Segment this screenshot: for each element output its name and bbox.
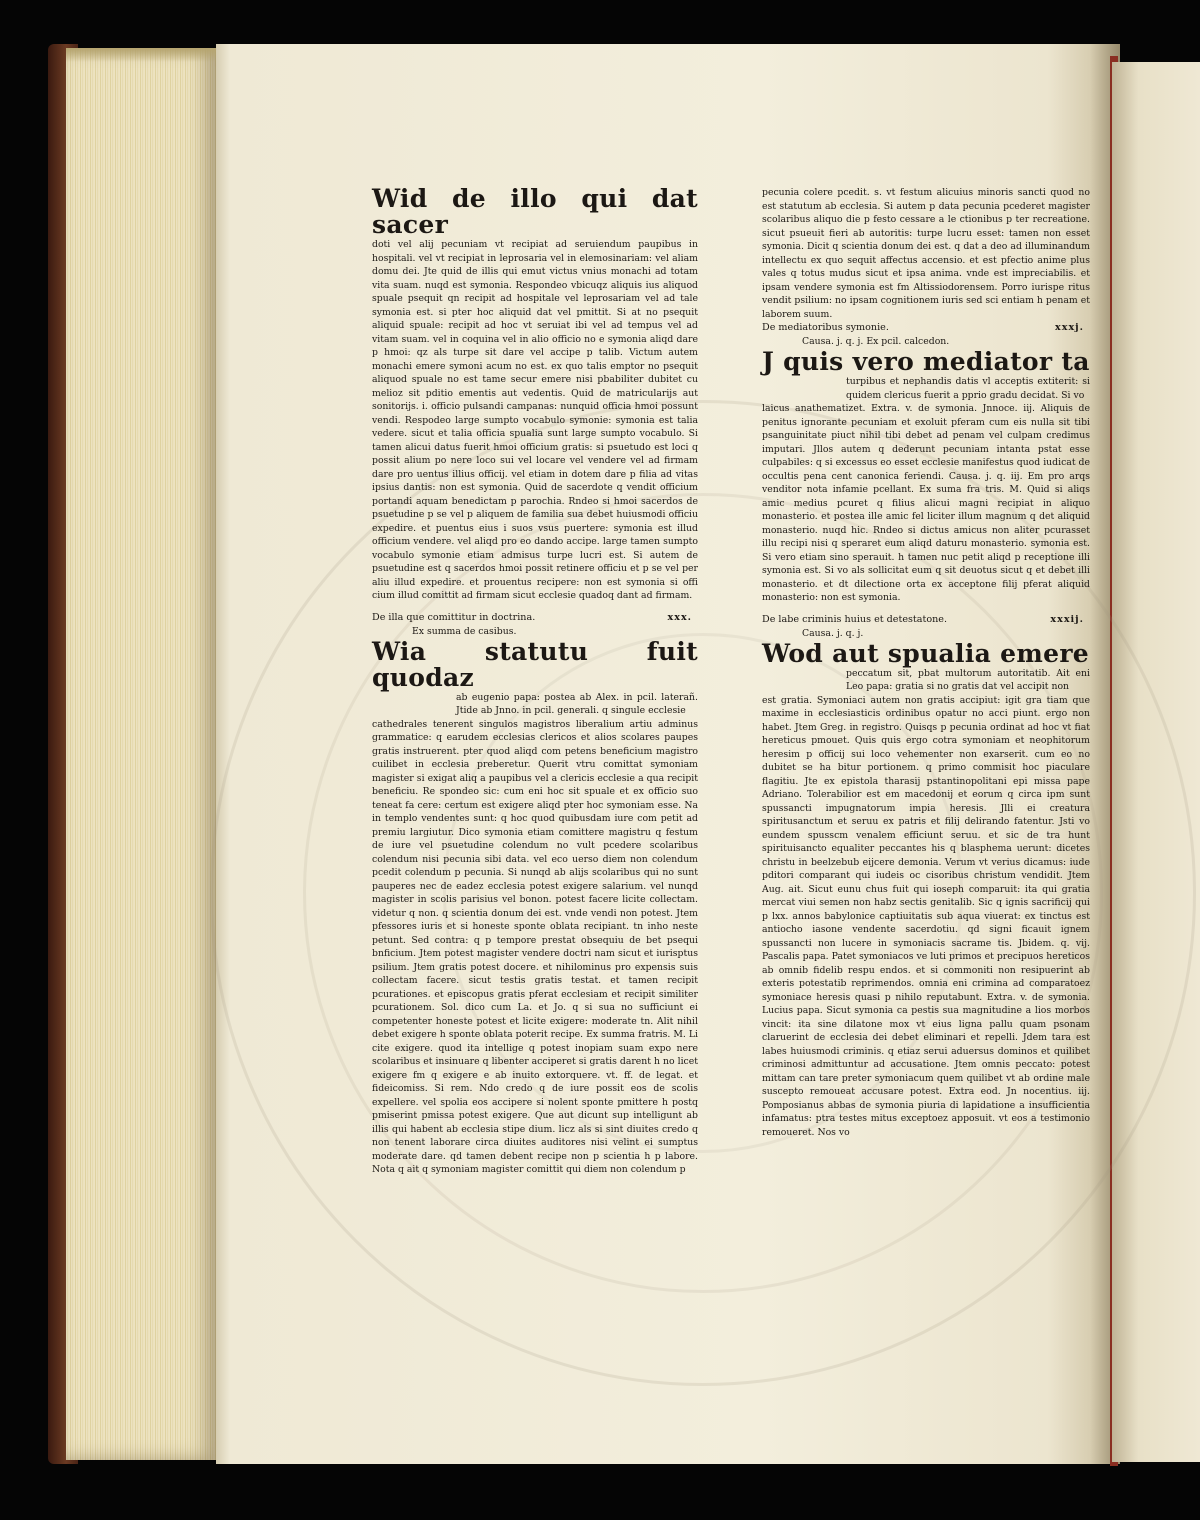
rubric-source: Causa. j. q. j. [802, 627, 864, 639]
paragraph-lead: peccatum sit, pbat multorum autoritatib. Ait eni Leo papa: gratia si no gratis dat vel accipit non [846, 667, 1090, 692]
stacked-page-edges [66, 48, 216, 1460]
paragraph: cathedrales tenerent singulos magistros liberalium artiu adminus grammatice: q earudem ecclesias clericos et alios scolares paupes gratis instruerent. pter quod aliqd com petens beneficium magistro cuilibet in ecclesia preberetur. Querit vtru comittat symoniam magister si exigat aliq a paupibus vel a clericis ecclesie a qua recipit beneficiu. Re spondeo sic: cum eni hoc sit spuale et ex officio suo teneat fa cere: certum est exigere aliqd pter hoc symoniam esse. Na in templo vendentes sunt: q hoc quod quibusdam iure com petit ad premiu largiutur. Dico symonia etiam comittere magistru q festum de iure vel psuetudine colendum no vult pcedere scolaribus colendum nisi pecunia sibi data. vel eco uerso diem non colendum pcedit colendum p pecunia. Si nunqd ab alijs scolaribus qui no sunt pauperes nec de eadez ecclesia potest exigere salarium. vel nunqd magister in scolis parisius vel bonon. potest facere licite collectam. videtur q non. q scientia donum dei est. vnde vendi non potest. Jtem pfessores iuris et si honeste sponte oblata recipiant. tn inho neste petunt. Sed contra: q p tempore prestat obsequiu de bet psequi bnficium. Jtem potest magister vendere doctri nam sicut et iurisptus psilium. Jtem gratis potest docere. et nihilominus pro expensis suis collectam facere. sicut testis gratis testat. et tamen recipit pcurationes. et episcopus gratis pferat ecclesiam et recipit similiter pcurationem. Sol. dico cum La. et Jo. q si sua no sufficiunt ei competenter honeste potest et licite exigere: moderate tn. Alit nihil debet exigere h sponte oblata poterit recipe. Ex summa fratris. M. Li cite exigere. quod ita intellige q potest inopiam suam expo nere scolaribus et insinuare q libenter acciperet si gratis darent h no licet exigere fm q exigere e ab inuito extorquere. vt. ff. de legat. et fideicomiss. Si rem. Ndo credo q de iure possit eos de scolis expellere. vel spolia eos accipere si nolent sponte pmittere h postq pmiserint pmissa potest exigere. Que aut dicunt sup intelligunt ab illis qui habent ab ecclesia stipe dium. licz als si sint diuites credo q non tenent laborare circa diuites auditores nisi velint ei sumptus moderate dare. qd tamen debent recipe non p scientia h p labore. Nota q ait q symoniam magister comittit qui diem non colendum p [372, 718, 698, 1175]
rubric-title: De mediatoribus symonie. [762, 322, 889, 333]
section-heading: Wid de illo qui dat sacer [372, 184, 698, 239]
right-text-column [762, 186, 1090, 1139]
rubric-number: xxx. [667, 611, 692, 623]
rubric [762, 613, 1090, 627]
paragraph-lead: ab eugenio papa: postea ab Alex. in pcil. laterañ. Jtide ab Jnno. in pcil. generali. q singule ecclesie [456, 691, 698, 716]
rubric [762, 321, 1090, 335]
section-heading: Wod aut spualia emere [762, 638, 1089, 668]
rubric-number: xxxij. [1050, 613, 1084, 625]
rubric-number: xxxj. [1055, 322, 1084, 333]
paragraph: pecunia colere pcedit. s. vt festum alicuius minoris sancti quod no est statutum ab ecclesia. Si autem p data pecunia pcederet magister scolaribus aliquo die p festo cessare a le ctionibus p ter recreatione. sicut psueuit fieri ab autoritis: turpe lucru esset: tamen non esset symonia. Dicit q scientia donum dei est. q dat a deo ad illuminandum intellectu ex quo sequit affectus accensio. et est pfectio anime plus vales q totus mudus sicut et ipsa anima. vnde est impreciabilis. et ipsam vendere symonia est fm Altissiodorensem. Porro iurispe ritus vendit psilium: no ipsam cognitionem iuris sed sci entiam h penam et laborem suum. [762, 187, 1090, 320]
section-heading: Wia statutu fuit quodaz [372, 636, 698, 692]
rubric-source: Ex summa de casibus. [412, 625, 517, 637]
paragraph: doti vel alij pecuniam vt recipiat ad seruiendum paupibus in hospitali. vel vt recipiat in leprosaria vel in elemosinariam: vel aliam domu dei. Jte quid de illis qui emut victus vnius monachi ad totam vita suam. nuqd est symonia. Respondeo vbicuqz aliquis ius aliquod spuale psequit qn recipit ad hospitale vel leprosariam vel ad tale symonia est. si pter hoc aliquid dat vel pmittit. Si at no psequit aliquid spuale: recipit ad hoc vt seruiat ibi vel ad tempus vel ad vitam suam. vel in coquina vel in alio officio no e symonia aliqd dare p hmoi: qz als turpe sit dare vel accipe p talib. Victum autem monachi emere symoni acum no est. ex quo talis emptor no psequit aliquod spuale no est tame secur emere nisi pbabiliter dubitet cu melioz sit pditio ementis aut vedentis. Quid de matricularijs aut sonitorijs. i. officio pulsandi campanas: nunquid officia hmoi possunt vendi. Respodeo large sumpto vocabulo symonie: symonia est talia vedere. sicut et talia officia spualia sunt large sumpto vocabulo. Si tamen alicui datus fuerit hmoi officium gratis: si psuetudo est loci q possit alium po nere loco sui vel locare vel vendere vel ad firmam dare pro uentus illius officij. vel etiam in dotem dare p filia ad vitas ipsius dantis: non est symonia. Quid de sacerdote q vendit officium portandi aquam benedictam p parochia. Rndeo si hmoi sacerdos de psuetudine p se vel p aliquem de familia sua debet huiusmodi officiu expedire. et puentus eius i suos vsus puertere: symonia est illud officium vendere. vel aliqd pro eo dando accipe. large tamen sumpto vocabulo symonie etiam admisus turpe lucri est. Si autem de psuetudine est q sacerdos hmoi possit retinere officiu et p se vel per aliu illud expedire. et prouentus recipere: non est symonia si offi cium illud comittit ad firmam sicut ecclesie quadoq dant ad firmam. [372, 239, 698, 601]
left-text-column [372, 186, 698, 1177]
paragraph-lead: turpibus et nephandis datis vl acceptis extiterit: si quidem clericus fuerit a pprio gradu decidat. Si vo [846, 376, 1090, 401]
rubric-title: De illa que comittitur in doctrina. [372, 611, 536, 623]
rubric-source: Causa. j. q. j. Ex pcil. calcedon. [802, 336, 950, 347]
rubric-title: De labe criminis huius et detestatone. [762, 613, 948, 625]
paragraph: est gratia. Symoniaci autem non gratis accipiut: igit gra tiam que maxime in ecclesiasticis ordinibus opatur no acci piunt. ergo non habet. Jtem Greg. in registro. Quisqs p pecunia ordinat ad hoc vt fiat hereticus pmouet. Quis quis ergo cotra symoniam et neophitorum heresim p officij sui loco vehementer non exarserit. cum eo no dubitet se ha bitur portionem. q primo commisit hoc piaculare flagitiu. Jte ex epistola tharasij pstantinopolitani epi missa pape Adriano. Tolerabilior est em macedonij et eorum q circa ipm sunt spussancti impugnatorum impia heresis. Jlli ei creatura spiritusanctum et seruu ex patris et filij delirando fatentur. Jsti vo eundem spusscm venalem efficiunt seruu. et sic de tra hunt spirituisancto equaliter peccantes his q blasphema uerunt: dicetes christu in beelzebub eijcere demonia. Verum vt verius dicamus: iude pditori comparant qui iudeis oc cisoribus christum vendidit. Jtem Aug. ait. Sicut eunu chus fuit qui ioseph comparuit: ita qui gratia mercat viui semen non habz sectis genitalib. Sic q ignis sacrificij qui p lxx. annos babylonice captiuitatis sub aqua viuerat: ex tinctus est antiocho iasone vendente sacerdotiu. qd signi ficauit ignem spussancti non lucere in symoniacis sacrame tis. Jbidem. q. vij. Pascalis papa. Patet symoniacos ve luti primos et precipuos hereticos ab omnib fidelib respu endos. et si commoniti non resipuerint ab exteris potestatib reprimendos. omnia eni crimina ad comparatoez symoniace heresis quasi p nihilo reputabunt. Extra. v. de symonia. Lucius papa. Sicut symonia ca pestis sua magnitudine a lios morbos vincit: ita sine dilatone mox vt eius ligna pallu quam psonam claruerint de ecclesia dei debet eliminari et repelli. Jdem tara est labes huiusmodi criminis. q etiaz serui aduersus dominos et quilibet criminosi admittuntur ad accusatione. Jtem omnis peccato: potest mittam can tare preter symoniacum quem quilibet vt ab ordine male suscepto remoueat accusare potest. Extra eod. Jn nocentius. iij. Pomposianus abbas de symonia piuria di lapidatione a insufficientia infamatus: ptra testes mitus exceptoez apposuit. vt eos a testimonio remoueret. Nos vo [762, 694, 1090, 1138]
section-heading: J quis vero mediator ta [762, 347, 1090, 376]
rubric [372, 611, 698, 625]
paragraph: laicus anathematizet. Extra. v. de symonia. Jnnoce. iij. Aliquis de penitus ignorante pecuniam et exoluit pferam cum eis nulla sit tibi psanguinitate piuct nihil tibi debet ad penam vel culpam credimus imputari. Jllos autem q dederunt pecuniam intanta pstat esse culpabiles: q si excessus eo esset ecclesie manifestus quod iudicat de occultis pena cent canonica feriendi. Causa. j. q. iij. Em pro arqs venditor nota infamie pcellant. Ex suma fra tris. M. Quid si aliqs amic medius pcuret q filius alicui magni recipiat in aliquo monasterio. et postea ille amic fel liciter illum magnum q det aliquid monasterio. nuqd hic. Rndeo si dictus amicus non aliter pcurasset illu recipi nisi q speraret eum aliqd daturu monasterio. symonia est. Si vero etiam sino sperauit. h tamen nuc petit aliqd p receptione illi symonia est. Si vo als sollicitat eum q sit deuotus sicut q et debet illi monasterio. et dt dilectione orta ex acceptone filij pferat aliquid monasterio: non est symonia. [762, 403, 1090, 603]
recto-page-edge [1112, 62, 1200, 1462]
